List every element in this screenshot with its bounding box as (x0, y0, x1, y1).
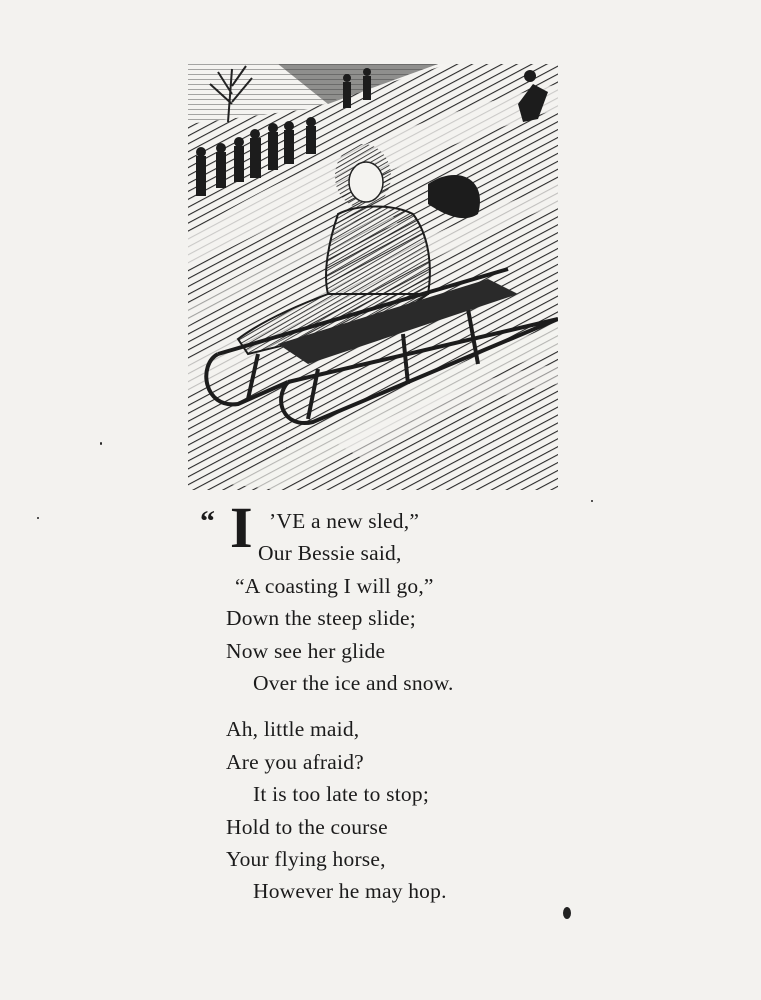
ink-speck (100, 442, 102, 445)
stanza-2 (200, 713, 560, 907)
stanza-1 (200, 495, 560, 699)
poem-line: Now see her glide (226, 638, 386, 663)
poem-line: Hold to the course (226, 814, 388, 839)
poem-line: It is too late to stop; (253, 782, 429, 807)
poem-line: However he may hop. (253, 879, 447, 904)
ink-speck (37, 517, 39, 519)
poem-line: Our Bessie said, (258, 541, 402, 566)
poem-line: Your flying horse, (226, 846, 386, 871)
poem-line: “A coasting I will go,” (235, 573, 434, 598)
poem-line: Are you afraid? (226, 749, 364, 774)
opening-quote: “ (200, 505, 213, 538)
drop-cap: I (230, 495, 253, 560)
poem-line: Ah, little maid, (226, 717, 360, 742)
poem-line: Down the steep slide; (226, 606, 416, 631)
poem-line-text: ’VE a new sled,” (269, 509, 420, 533)
sledding-girl-engraving-icon (188, 64, 558, 490)
ink-speck (591, 500, 593, 502)
ink-speck (563, 907, 571, 919)
poem (200, 495, 560, 908)
sled-illustration (188, 64, 558, 490)
poem-line: Over the ice and snow. (253, 670, 454, 695)
